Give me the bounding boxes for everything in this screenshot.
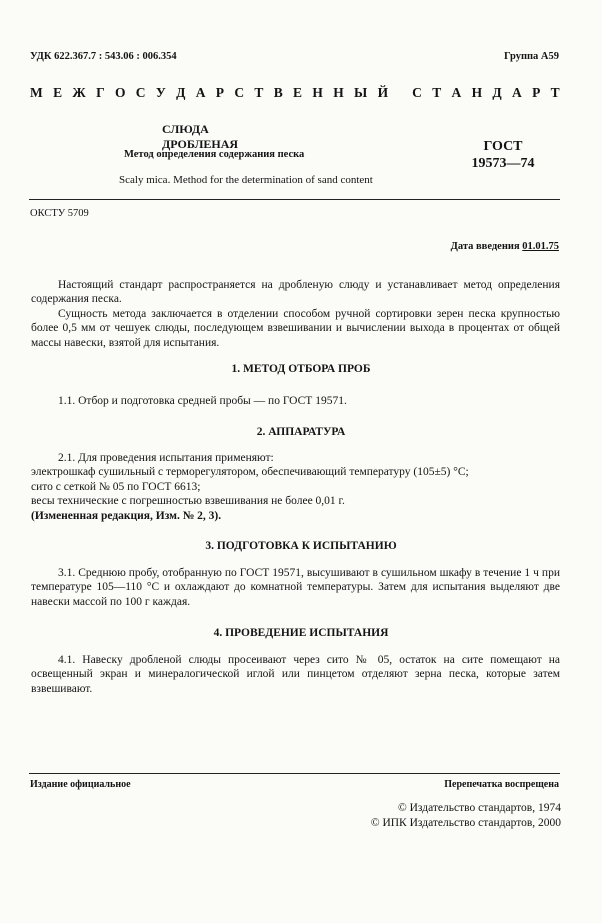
banner-letter: А xyxy=(451,85,462,100)
copyright-line: © ИПК Издательство стандартов, 2000 xyxy=(370,817,561,829)
intro-date xyxy=(451,241,559,252)
banner-letter: Д xyxy=(492,85,502,100)
banner-letter: Т xyxy=(432,85,442,100)
banner-letter: А xyxy=(512,85,522,100)
banner-letter: В xyxy=(273,85,283,100)
document-subtitle: Метод определения содержания песка xyxy=(124,149,305,160)
banner-letter: Н xyxy=(471,85,483,100)
copyright-line: © Издательство стандартов, 1974 xyxy=(397,802,561,814)
banner-letter: О xyxy=(114,85,126,100)
banner-letter: Т xyxy=(550,85,560,100)
banner-letter xyxy=(398,85,401,101)
banner-letter: Д xyxy=(176,85,186,100)
section-body xyxy=(31,451,560,523)
section-heading: 3. ПОДГОТОВКА К ИСПЫТАНИЮ xyxy=(205,540,397,552)
okstu-code: ОКСТУ 5709 xyxy=(30,208,89,219)
document-english-title: Scaly mica. Method for the determination of sand content xyxy=(119,174,373,186)
intro-date-value: 01.01.75 xyxy=(522,241,559,252)
banner-letter: М xyxy=(30,85,43,100)
banner-letter: Ж xyxy=(72,85,86,100)
amendment-note: (Измененная редакция, Изм. № 2, 3). xyxy=(31,509,222,522)
section-body xyxy=(31,653,560,696)
banner-letter: С xyxy=(412,85,422,100)
banner-letter: Ы xyxy=(354,85,368,100)
banner-letter: Е xyxy=(293,85,303,100)
list-item: весы технические с погрешностью взвешивания не более 0,01 г. xyxy=(31,495,345,508)
section-body xyxy=(31,566,560,609)
list-item: сито с сеткой № 05 по ГОСТ 6613; xyxy=(31,480,201,493)
banner-letter: Т xyxy=(254,85,264,100)
banner-letter: С xyxy=(135,85,146,100)
banner-letter: А xyxy=(195,85,206,100)
intro-date-label: Дата введения xyxy=(450,241,520,252)
group-code: Группа А59 xyxy=(503,51,559,62)
section-paragraph: 4.1. Навеску дробленой слюды просеивают через сито № 05, остаток на сите помещают на освещенный экран и минералогической иглой или пинцетом отделяют зерна песка, которые затем взвешивают. xyxy=(31,654,560,695)
intro-text xyxy=(31,278,560,350)
banner-letter: Н xyxy=(333,85,344,100)
document-title: СЛЮДА ДРОБЛЕНАЯ xyxy=(162,122,239,151)
banner-letter: Н xyxy=(312,85,323,100)
intro-paragraph: Сущность метода заключается в отделении способом ручной сортировки зерен песка крупностью более 0,5 мм от чешуек слюды, последующем взвешивании и вычислении выхода в процентах от общей массы навески, взятой для испытания. xyxy=(31,307,560,349)
divider-line xyxy=(29,199,560,200)
edition-note: Издание официальное xyxy=(30,779,131,790)
reprint-note: Перепечатка воспрещена xyxy=(444,779,559,790)
section-paragraph: 1.1. Отбор и подготовка средней пробы — по ГОСТ 19571. xyxy=(58,395,347,407)
section-paragraph: 3.1. Среднюю пробу, отобранную по ГОСТ 19571, высушивают в сушильном шкафу в течение 1 ч при температуре 105—110 °С и охлаждают до комнатной температуры. Затем для испытания выделяют две навески массой по 100 г каждая. xyxy=(31,567,560,608)
banner-letter: Р xyxy=(215,85,225,100)
banner-letter: У xyxy=(155,85,166,100)
banner-letter: Г xyxy=(96,85,105,100)
section-heading: 1. МЕТОД ОТБОРА ПРОБ xyxy=(231,363,371,375)
banner-letter: Й xyxy=(377,85,389,100)
intro-paragraph: Настоящий стандарт распространяется на дробленую слюду и устанавливает метод определения содержания песка. xyxy=(31,279,560,306)
gost-label: ГОСТ xyxy=(483,139,523,154)
section-heading: 2. АППАРАТУРА xyxy=(256,426,346,438)
banner-letter: С xyxy=(234,85,245,100)
banner-letter: Е xyxy=(53,85,63,100)
udk-code: УДК 622.367.7 : 543.06 : 006.354 xyxy=(30,51,177,62)
footer-divider xyxy=(29,773,560,774)
list-item: электрошкаф сушильный с терморегулятором, обеспечивающий температуру (105±5) °С; xyxy=(31,466,469,479)
standard-type-banner xyxy=(30,85,560,101)
banner-letter: Р xyxy=(532,85,541,100)
section-body xyxy=(31,394,560,408)
section-lead: 2.1. Для проведения испытания применяют: xyxy=(58,452,274,464)
gost-number: 19573—74 xyxy=(471,156,535,171)
section-heading: 4. ПРОВЕДЕНИЕ ИСПЫТАНИЯ xyxy=(213,627,389,639)
